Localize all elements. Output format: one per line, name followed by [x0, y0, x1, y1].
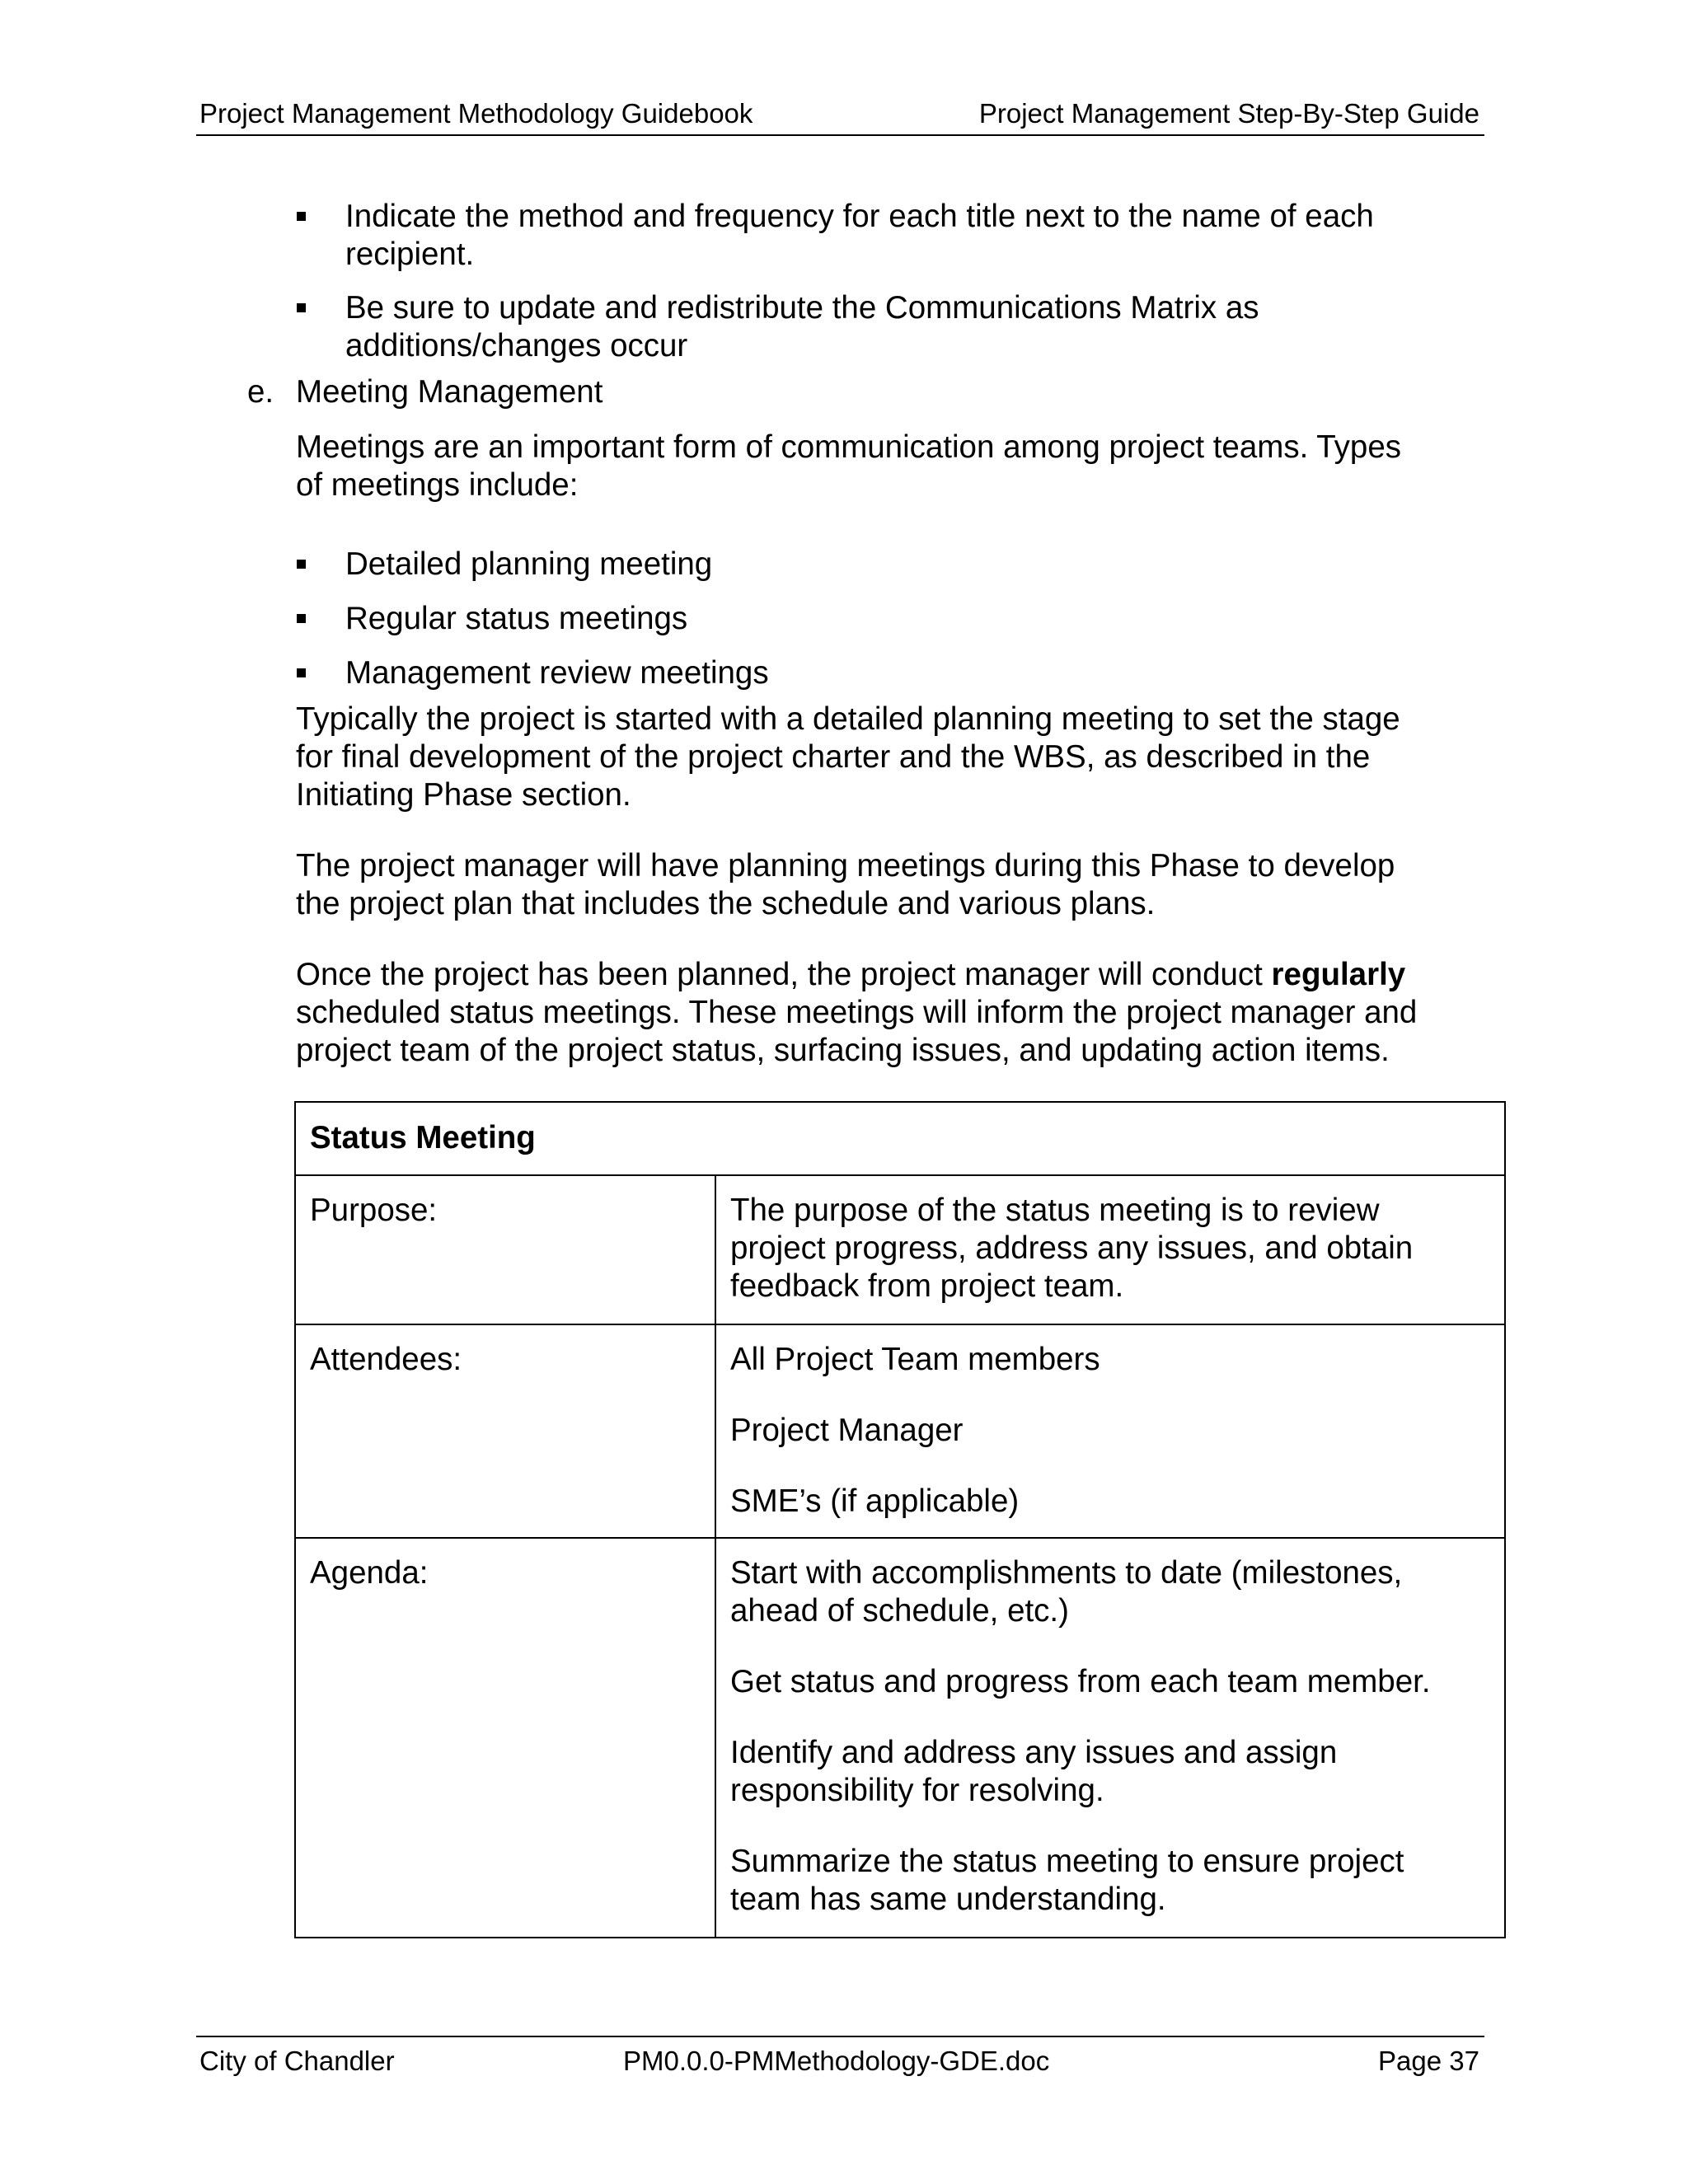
paragraph-text: Once the project has been planned, the project manager will conduct	[296, 957, 1272, 992]
section-title: Meeting Management	[296, 374, 603, 410]
table-row-label: Purpose:	[310, 1193, 438, 1228]
paragraph-line: project team of the project status, surfacing issues, and updating action items.	[296, 1033, 1390, 1068]
table-row-divider	[296, 1537, 1504, 1539]
table-cell-line: SME’s (if applicable)	[730, 1483, 1020, 1519]
page-footer	[196, 2036, 1484, 2079]
bullet-text-cont: additions/changes occur	[345, 328, 688, 363]
paragraph-line: Initiating Phase section.	[296, 777, 631, 813]
table-row-label: Agenda:	[310, 1555, 429, 1591]
paragraph-line: the project plan that includes the schedule and various plans.	[296, 886, 1156, 921]
table-row-divider	[296, 1324, 1504, 1325]
bullet-marker	[297, 212, 306, 221]
section-marker: e.	[247, 374, 274, 410]
header-left-title: Project Management Methodology Guidebook	[199, 98, 753, 129]
table-cell-line: feedback from project team.	[730, 1268, 1124, 1304]
status-meeting-table	[294, 1101, 1506, 1938]
header-right-title: Project Management Step-By-Step Guide	[978, 98, 1479, 129]
table-cell-line: Summarize the status meeting to ensure project	[730, 1844, 1404, 1879]
footer-filename: PM0.0.0-PMMethodology-GDE.doc	[623, 2046, 1050, 2076]
table-cell-line: ahead of schedule, etc.)	[730, 1593, 1069, 1629]
bullet-text: Be sure to update and redistribute the Communications Matrix as	[345, 290, 1259, 326]
bullet-text: Indicate the method and frequency for each title next to the name of each	[345, 199, 1374, 234]
meeting-type-item: Management review meetings	[345, 655, 769, 691]
bullet-marker	[297, 303, 306, 312]
table-cell-line: team has same understanding.	[730, 1882, 1166, 1917]
paragraph-line: Typically the project is started with a detailed planning meeting to set the stage	[296, 701, 1400, 737]
meeting-type-item: Regular status meetings	[345, 601, 688, 636]
intro-text-cont: of meetings include:	[296, 467, 579, 503]
page-header	[196, 96, 1484, 136]
table-cell-line: Identify and address any issues and assign	[730, 1735, 1338, 1770]
intro-text: Meetings are an important form of communication among project teams. Types	[296, 429, 1401, 465]
table-cell-line: responsibility for resolving.	[730, 1773, 1104, 1808]
table-cell-line: Start with accomplishments to date (milestones,	[730, 1555, 1403, 1591]
footer-page-number: Page 37	[1378, 2046, 1479, 2076]
table-row-divider	[296, 1174, 1504, 1176]
table-cell-line: The purpose of the status meeting is to review	[730, 1193, 1380, 1228]
table-cell-line: All Project Team members	[730, 1342, 1100, 1377]
paragraph-line	[296, 956, 1405, 994]
meeting-type-item: Detailed planning meeting	[345, 546, 713, 582]
paragraph-line: The project manager will have planning meetings during this Phase to develop	[296, 848, 1395, 883]
paragraph-line: for final development of the project charter and the WBS, as described in the	[296, 739, 1371, 775]
table-row-label: Attendees:	[310, 1342, 462, 1377]
bullet-marker	[297, 560, 306, 569]
paragraph-line: scheduled status meetings. These meetings will inform the project manager and	[296, 995, 1418, 1030]
table-title: Status Meeting	[310, 1120, 536, 1155]
emphasis-text: regularly	[1271, 957, 1406, 992]
table-column-divider	[715, 1174, 716, 1937]
table-cell-line: Project Manager	[730, 1413, 964, 1448]
table-cell-line: project progress, address any issues, and obtain	[730, 1230, 1414, 1266]
bullet-text-cont: recipient.	[345, 237, 475, 272]
bullet-marker	[297, 668, 306, 677]
table-cell-line: Get status and progress from each team member.	[730, 1664, 1431, 1699]
footer-organization: City of Chandler	[199, 2046, 395, 2076]
bullet-marker	[297, 614, 306, 623]
